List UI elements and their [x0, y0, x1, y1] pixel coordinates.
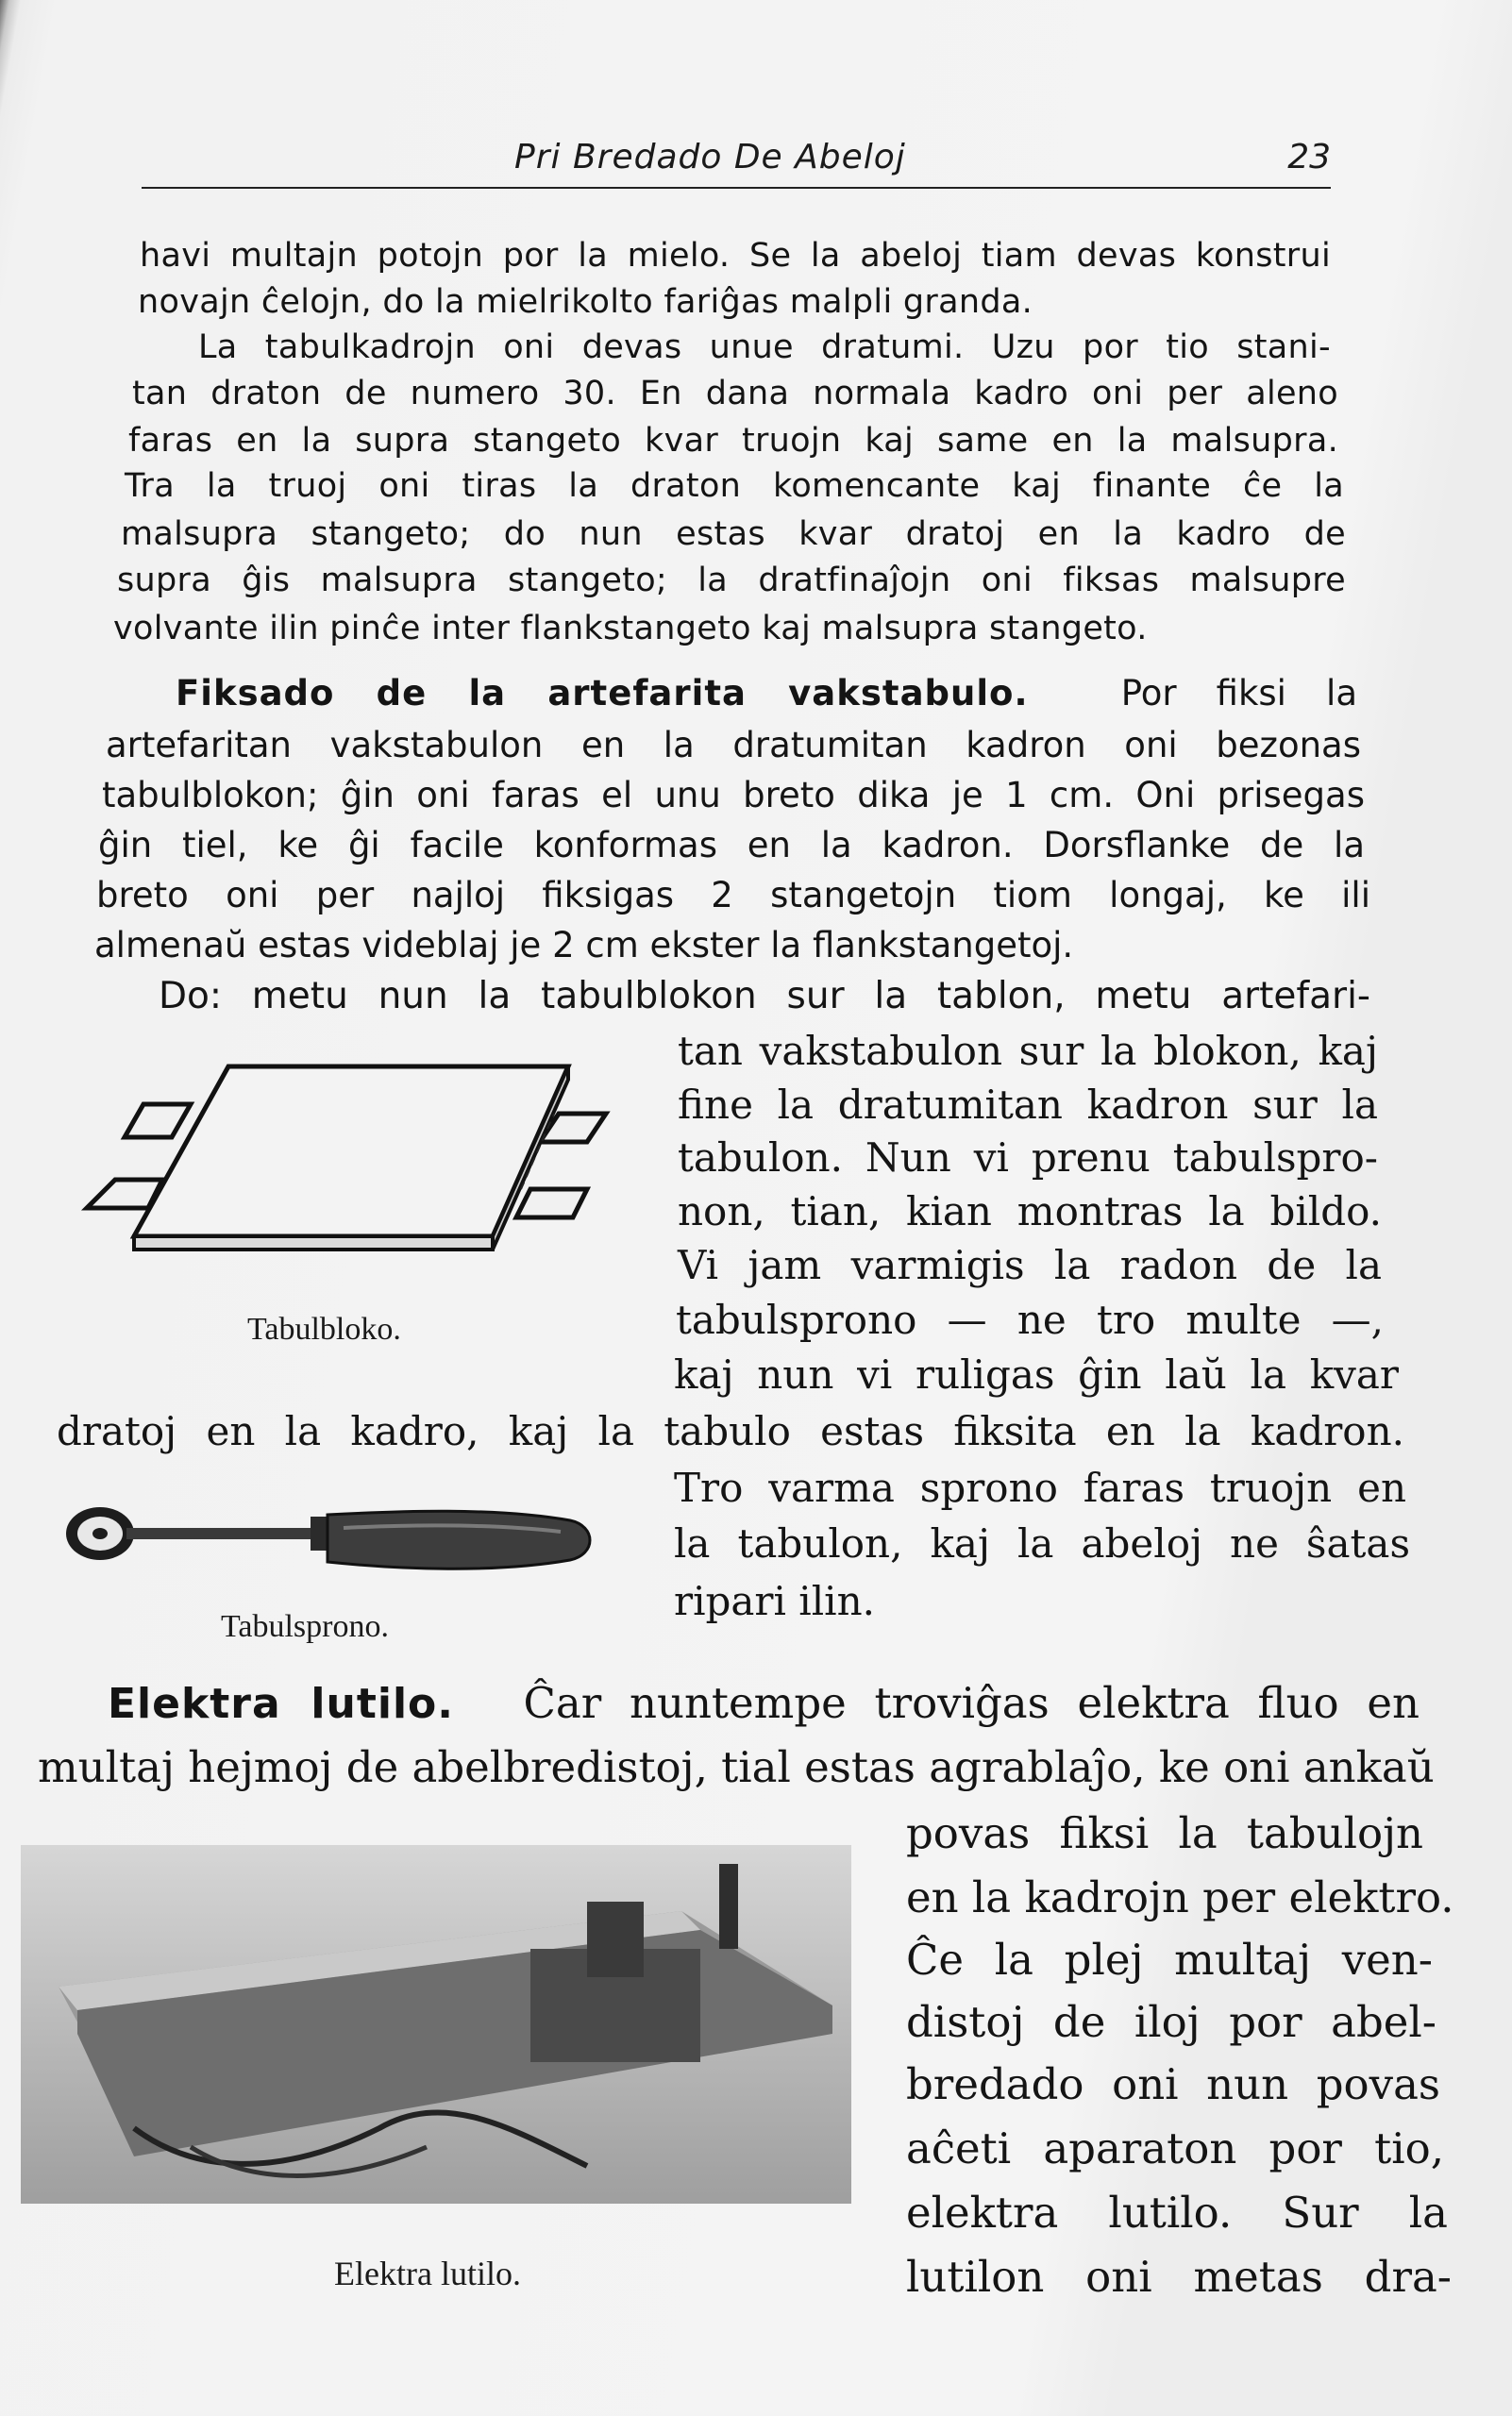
section-first-line-rest: Ĉar nuntempe troviĝas elektra fluo en — [523, 1678, 1420, 1728]
text-line: almenaŭ estas videblaj je 2 cm ekster la flankstangetoj. — [94, 925, 1074, 965]
text-line — [108, 1678, 1420, 1728]
text-line: la tabulon, kaj la abeloj ne ŝatas — [674, 1520, 1410, 1567]
text-line: ĝin tiel, ke ĝi facile konformas en la kadron. Dorsflanke de la — [98, 825, 1365, 865]
text-line: tabulblokon; ĝin oni faras el unu breto dika je 1 cm. Oni prisegas — [102, 775, 1365, 815]
text-line: distoj de iloj por abel- — [906, 1997, 1436, 2047]
running-title: Pri Bredado De Abeloj — [514, 138, 906, 176]
running-header — [142, 130, 1331, 189]
text-line: volvante ilin pinĉe inter flankstangeto kaj malsupra stangeto. — [113, 610, 1148, 647]
lutilo-illustration — [21, 1845, 851, 2204]
text-line: tabulsprono — ne tro multe —, — [676, 1297, 1384, 1343]
text-line: fine la dratumitan kadron sur la — [678, 1082, 1378, 1128]
text-line: en la kadrojn per elektro. — [906, 1872, 1454, 1922]
text-line: tabulon. Nun vi prenu tabulspro- — [678, 1134, 1378, 1181]
tabulsprono-figure — [60, 1496, 608, 1600]
section-heading-elektra-lutilo: Elektra lutilo. — [108, 1680, 454, 1728]
tabulbloko-caption: Tabulbloko. — [247, 1312, 401, 1347]
section-heading-fiksado: Fiksado de la artefarita vakstabulo. — [176, 673, 1029, 713]
text-line: malsupra stangeto; do nun estas kvar dratoj en la kadro de — [121, 515, 1346, 553]
page-number: 23 — [1287, 138, 1331, 176]
text-line: artefaritan vakstabulon en la dratumitan kadron oni bezonas — [106, 725, 1361, 765]
text-line: havi multajn potojn por la mielo. Se la abeloj tiam devas konstrui — [140, 237, 1331, 275]
text-line: Tra la truoj oni tiras la draton komencante kaj finante ĉe la — [125, 467, 1344, 505]
text-line: ripari ilin. — [674, 1578, 875, 1624]
lutilo-photo — [21, 1845, 851, 2204]
section-first-line-rest: Por fiksi la — [1120, 673, 1358, 713]
text-line: dratoj en la kadro, kaj la tabulo estas fiksita en la kadron. — [57, 1408, 1404, 1454]
tabulsprono-caption: Tabulsprono. — [221, 1609, 389, 1644]
text-line: tan vakstabulon sur la blokon, kaj — [678, 1028, 1378, 1074]
text-line: breto oni per najloj fiksigas 2 stangetojn tiom longaj, ke ili — [96, 875, 1370, 915]
text-line: bredado oni nun povas — [906, 2059, 1440, 2109]
text-line: Ĉe la plej multaj ven- — [906, 1935, 1433, 1985]
text-line: Vi jam varmigis la radon de la — [678, 1242, 1382, 1288]
lutilo-caption: Elektra lutilo. — [334, 2255, 521, 2292]
text-line: faras en la supra stangeto kvar truojn kaj same en la malsupra. — [128, 422, 1338, 460]
text-line: lutilon oni metas dra- — [906, 2252, 1452, 2302]
text-line: Tro varma sprono faras truojn en — [674, 1465, 1406, 1511]
tabulbloko-figure — [77, 1048, 625, 1274]
text-line: non, tian, kian montras la bildo. — [678, 1188, 1382, 1234]
text-line: tan draton de numero 30. En dana normala kadro oni per aleno — [132, 375, 1338, 412]
text-line: supra ĝis malsupra stangeto; la dratfinaĵojn oni fiksas malsupre — [117, 562, 1346, 599]
text-line: novajn ĉelojn, do la mielrikolto fariĝas malpli granda. — [138, 283, 1033, 321]
text-line: aĉeti aparaton por tio, — [906, 2123, 1444, 2173]
text-line: Do: metu nun la tabulblokon sur la tablon, metu artefari- — [159, 975, 1370, 1017]
text-line: kaj nun vi ruligas ĝin laŭ la kvar — [674, 1351, 1399, 1398]
text-line: povas fiksi la tabulojn — [906, 1808, 1423, 1858]
text-line: multaj hejmoj de abelbredistoj, tial estas agrablaĵo, ke oni ankaŭ — [38, 1742, 1435, 1792]
text-line: La tabulkadrojn oni devas unue dratumi. Uzu por tio stani- — [198, 328, 1331, 366]
text-line: elektra lutilo. Sur la — [906, 2188, 1448, 2238]
text-line — [176, 673, 1358, 713]
